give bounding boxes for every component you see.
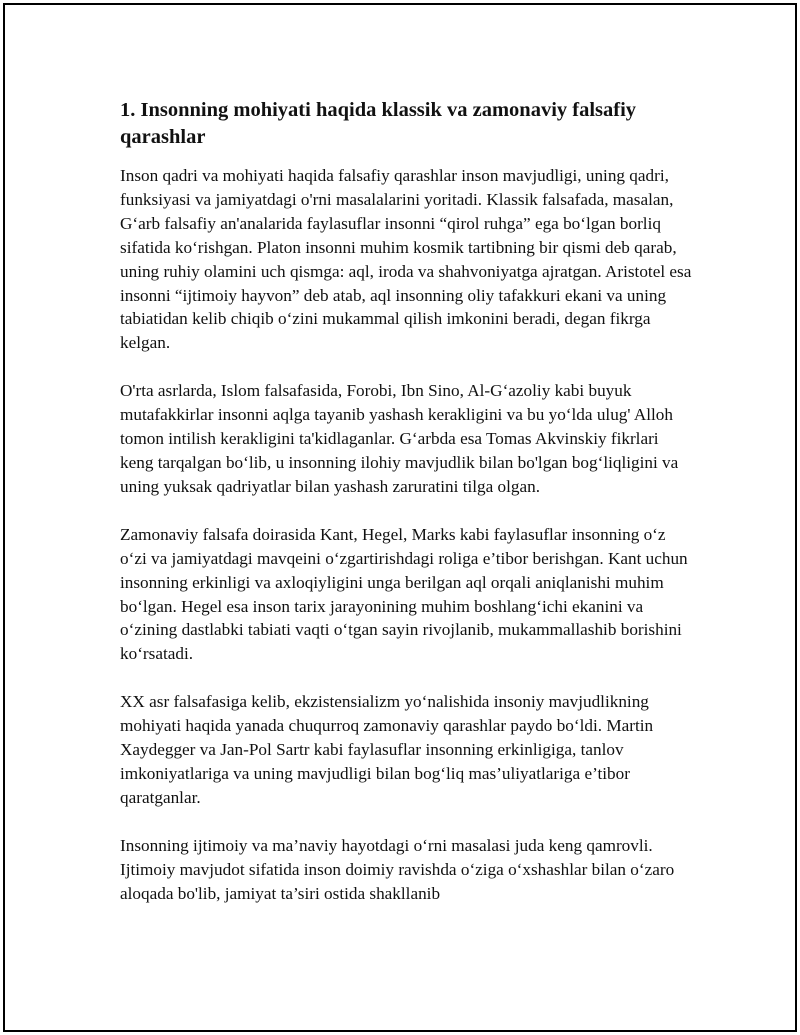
paragraph-social-role: Insonning ijtimoiy va ma’naviy hayotdagi o‘rni masalasi juda keng qamrovli. Ijtimoiy mavjudot sifatida inson doimiy ravishda o‘ziga o‘xshashlar bilan o‘zaro aloqada bo'lib, jamiyat ta’siri ostida shakllanib bbox=[120, 835, 675, 903]
paragraph-modern: Zamonaviy falsafa doirasida Kant, Hegel, Marks kabi faylasuflar insonning o‘z o‘zi va jamiyatdagi mavqeini o‘zgartirishdagi roliga e’tibor berishgan. Kant uchun insonning erkinligi va axloqiyligini unga berilgan aql orqali aniqlanishi muhim bo‘lgan. Hegel esa inson tarix jarayonining muhim boshlang‘ichi ekanini va o‘zining dastlabki tabiati vaqti o‘tgan sayin rivojlanib, mukammallashib borishini ko‘rsatadi. bbox=[120, 524, 688, 664]
paragraph-classical: Inson qadri va mohiyati haqida falsafiy qarashlar inson mavjudligi, uning qadri, funksiyasi va jamiyatdagi o'rni masalalarini yoritadi. Klassik falsafada, masalan, G‘arb falsafiy an'analarida faylasuflar insonni “qirol ruhga” ega bo‘lgan borliq sifatida ko‘rishgan. Platon insonni muhim kosmik tartibning bir qismi deb qarab, uning ruhiy olamini uch qismga: aql, iroda va shahvoniyatga ajratgan. Aristotel esa insonni “ijtimoiy hayvon” deb atab, aql insonning oliy tafakkuri ekani va uning tabiatidan kelib chiqib o‘zini mukammal qilish imkonini beradi, degan fikrga kelgan. bbox=[120, 166, 692, 353]
page-frame bbox=[3, 3, 797, 1032]
document-body bbox=[120, 97, 695, 905]
paragraph-medieval: O'rta asrlarda, Islom falsafasida, Forobi, Ibn Sino, Al-G‘azoliy kabi buyuk mutafakkirlar insonni aqlga tayanib yashash kerakligini va bu yo‘lda ulug' Alloh tomon intilish kerakligini ta'kidlaganlar. G‘arbda esa Tomas Akvinskiy fikrlari keng tarqalgan bo‘lib, u insonning ilohiy mavjudlik bilan bo'lgan bog‘liqligini va uning yuksak qadriyatlar bilan yashash zaruratini tilga olgan. bbox=[120, 381, 679, 496]
paragraph-twentieth-century: XX asr falsafasiga kelib, ekzistensializm yo‘nalishida insoniy mavjudlikning mohiyati haqida yanada chuqurroq zamonaviy qarashlar paydo bo‘ldi. Martin Xaydegger va Jan-Pol Sartr kabi faylasuflar insonning erkinligiga, tanlov imkoniyatlariga va uning mavjudligi bilan bog‘liq mas’uliyatlariga e’tibor qaratganlar. bbox=[120, 692, 654, 807]
section-heading: 1. Insonning mohiyati haqida klassik va zamonaviy falsafiy qarashlar bbox=[120, 99, 637, 148]
